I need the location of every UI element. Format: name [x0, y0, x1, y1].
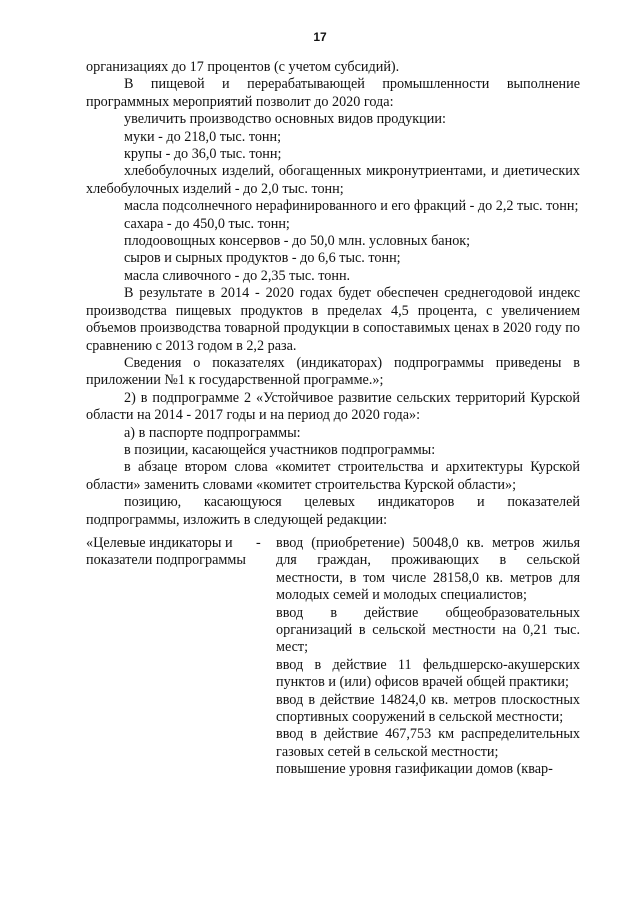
paragraph: сахара - до 450,0 тыс. тонн;	[124, 215, 290, 232]
page-number: 17	[313, 30, 327, 44]
paragraph: муки - до 218,0 тыс. тонн;	[124, 128, 282, 145]
paragraph: В пищевой и перерабатывающей промышленности выполнение программных мероприятий позволит до 2020 года:	[86, 76, 580, 110]
paragraph: масла сливочного - до 2,35 тыс. тонн.	[124, 267, 351, 284]
indicator-item: ввод в действие 467,753 км распределительных газовых сетей в сельской местности;	[276, 726, 580, 760]
paragraph: 2) в подпрограмме 2 «Устойчивое развитие сельских территорий Курской области на 2014 - 2017 годы и на период до 2020 года»:	[86, 389, 580, 424]
document-body	[86, 59, 580, 779]
paragraph: увеличить производство основных видов продукции:	[124, 111, 446, 128]
paragraph-list	[86, 59, 580, 529]
paragraph: плодоовощных консервов - до 50,0 млн. условных банок;	[124, 233, 471, 250]
indicator-item: ввод в действие общеобразовательных организаций в сельской местности на 0,21 тыс. мест;	[276, 604, 580, 656]
indicators-table	[86, 535, 580, 779]
indicator-item: ввод (приобретение) 50048,0 кв. метров жилья для граждан, проживающих в сельской местности, в том числе 28158,0 кв. метров для молодых семей и молодых специалистов;	[276, 534, 580, 604]
table-right-cell	[276, 535, 580, 779]
paragraph: Сведения о показателях (индикаторах) подпрограммы приведены в приложении №1 к государственной программе.»;	[86, 354, 580, 389]
paragraph: сыров и сырных продуктов - до 6,6 тыс. тонн;	[124, 250, 401, 267]
table-left-cell: «Целевые индикаторы и показатели подпрограммы	[86, 534, 246, 569]
paragraph: масла подсолнечного нерафинированного и его фракций - до 2,2 тыс. тонн;	[124, 198, 579, 215]
paragraph: позицию, касающуюся целевых индикаторов и показателей подпрограммы, изложить в следующей редакции:	[86, 494, 580, 528]
paragraph: В результате в 2014 - 2020 годах будет обеспечен среднегодовой индекс производства пищевых продуктов в пределах 4,5 процента, с увеличением объемов производства товарной продукции в сопоставимых ценах в 2020 году по сравнению с 2013 годом в 2,2 раза.	[86, 285, 580, 354]
indicator-item: повышение уровня газификации домов (квар-	[276, 761, 553, 778]
paragraph: в абзаце втором слова «комитет строительства и архитектуры Курской области» заменить словами «комитет строительства Курской области»;	[86, 459, 580, 493]
table-dash: -	[256, 534, 261, 551]
paragraph: организациях до 17 процентов (с учетом субсидий).	[86, 59, 400, 75]
indicator-item: ввод в действие 14824,0 кв. метров плоскостных спортивных сооружений в сельской местности;	[276, 691, 580, 726]
paragraph: в позиции, касающейся участников подпрограммы:	[124, 441, 436, 458]
paragraph: хлебобулочных изделий, обогащенных микронутриентами, и диетических хлебобулочных изделий - до 2,0 тыс. тонн;	[86, 163, 580, 197]
paragraph: а) в паспорте подпрограммы:	[124, 424, 301, 441]
paragraph: крупы - до 36,0 тыс. тонн;	[124, 146, 282, 163]
indicator-item: ввод в действие 11 фельдшерско-акушерских пунктов и (или) офисов врачей общей практики;	[276, 656, 580, 691]
